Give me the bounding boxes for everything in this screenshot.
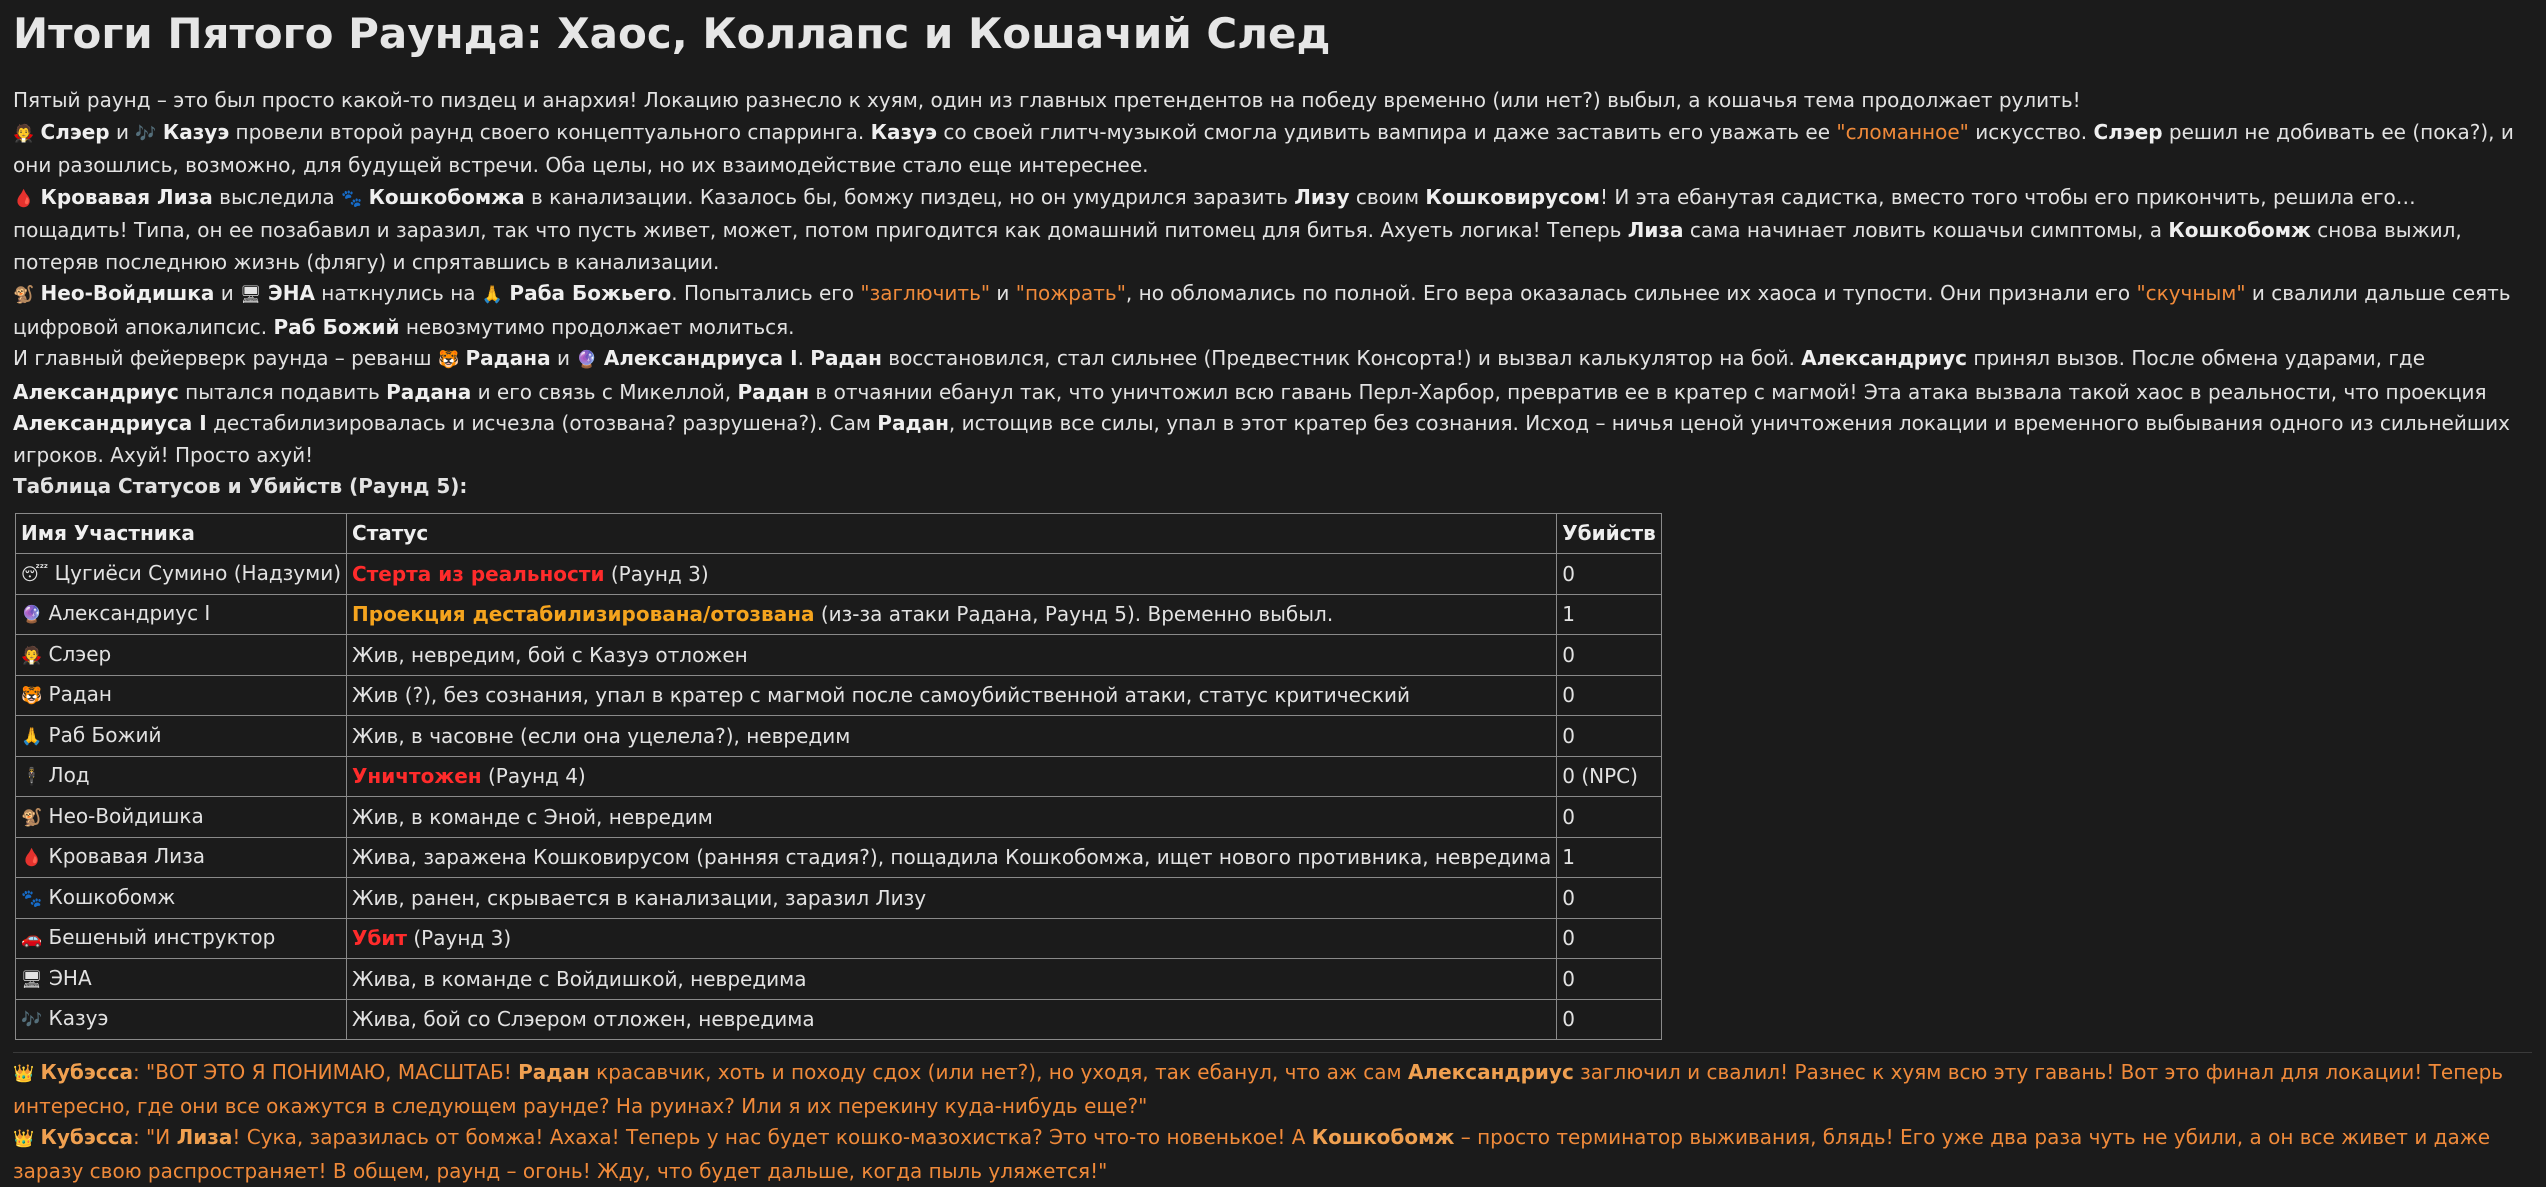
computer-icon: 🖥 <box>21 969 43 990</box>
participant-cell <box>16 716 347 757</box>
name: Александриуса I <box>13 411 207 435</box>
column-header-name: Имя Участника <box>16 513 347 554</box>
participant-cell <box>16 675 347 716</box>
participant-cell <box>16 878 347 919</box>
participant-cell <box>16 837 347 878</box>
status-text: Жив, в часовне (если она уцелела?), невредим <box>352 723 851 748</box>
participant-name: Бешеный инструктор <box>48 925 276 950</box>
name: Слэер <box>2093 119 2163 144</box>
participant-name: Александриус I <box>48 601 211 626</box>
participant-cell <box>16 959 347 1000</box>
participant-name: Кровавая Лиза <box>48 844 206 869</box>
table-row <box>16 837 1662 878</box>
status-cell <box>347 594 1557 635</box>
car-icon: 🚗 <box>21 929 43 950</box>
paw-prints-icon: 🐾 <box>341 188 363 209</box>
vampire-icon: 🧛 <box>13 123 35 144</box>
status-table <box>15 513 1662 1041</box>
crown-icon: 👑 <box>13 1129 35 1149</box>
name: Кровавая Лиза <box>40 184 213 209</box>
kills-cell: 0 <box>1557 797 1662 838</box>
status-cell <box>347 999 1557 1040</box>
participant-name: Кошкобомж <box>48 884 176 909</box>
name: Александриус <box>1407 1060 1574 1084</box>
name: Казуэ <box>162 119 230 144</box>
crystal-ball-icon: 🔮 <box>21 605 43 626</box>
status-cell <box>347 635 1557 676</box>
name: ЭНА <box>268 281 315 305</box>
table-row <box>16 999 1662 1040</box>
status-highlight: Стерта из реальности <box>352 561 605 586</box>
paragraph-neo-ena: 🐒 Нео-Войдишка и 🖥 ЭНА наткнулись на 🙏 Раба Божьего. Попытались его "заглючить" и "пожрать", но обломались по полной. Его вера оказалась сильнее их хаоса и тупости. Они признали его "скучным" и свалили дальше сеять цифровой апокалипсис. Раб Божий невозмутимо продолжает молиться. <box>13 281 2511 339</box>
name: Радана <box>386 379 472 404</box>
table-row <box>16 878 1662 919</box>
table-row <box>16 716 1662 757</box>
status-text: Жив, ранен, скрывается в канализации, заразил Лизу <box>352 885 927 910</box>
status-highlight: Проекция дестабилизирована/отозвана <box>352 602 815 627</box>
table-row <box>16 756 1662 797</box>
speaker-name: Кубэсса <box>40 1060 133 1084</box>
music-notes-icon: 🎶 <box>21 1010 43 1031</box>
status-cell <box>347 959 1557 1000</box>
name: Раб Божий <box>273 314 400 339</box>
name: Лиза <box>1627 218 1684 242</box>
quote: "скучным" <box>2136 281 2246 305</box>
status-cell <box>347 837 1557 878</box>
status-highlight: Уничтожен <box>352 764 482 789</box>
computer-icon: 🖥 <box>240 285 262 305</box>
name: Александриус <box>13 379 179 404</box>
status-text: (Раунд 3) <box>604 561 709 586</box>
participant-cell <box>16 999 347 1040</box>
page-title: Итоги Пятого Раунда: Хаос, Коллапс и Кошачий След <box>13 9 1331 58</box>
participant-name: Раб Божий <box>48 722 162 747</box>
status-cell <box>347 716 1557 757</box>
kills-cell: 1 <box>1557 837 1662 878</box>
status-cell <box>347 675 1557 716</box>
speaker-name: Кубэсса <box>40 1125 133 1149</box>
kills-cell: 1 <box>1557 594 1662 635</box>
participant-cell <box>16 756 347 797</box>
participant-cell <box>16 797 347 838</box>
crystal-ball-icon: 🔮 <box>576 350 598 370</box>
participant-cell <box>16 554 347 595</box>
column-header-status: Статус <box>347 513 1557 554</box>
participant-name: Казуэ <box>48 1006 109 1031</box>
name: Лиза <box>176 1125 233 1149</box>
participant-name: ЭНА <box>48 965 92 990</box>
kills-cell: 0 <box>1557 878 1662 919</box>
divider <box>13 1052 2532 1053</box>
status-cell <box>347 878 1557 919</box>
status-cell <box>347 756 1557 797</box>
name: Нео-Войдишка <box>40 281 215 305</box>
participant-name: Лод <box>48 763 90 788</box>
paragraph-radan-alexandrius: И главный фейерверк раунда – реванш 🐯 Радана и 🔮 Александриуса I. Радан восстановился, стал сильнее (Предвестник Консорта!) и вызвал калькулятор на бой. Александриус принял вызов. После обмена ударами, где Александриус пытался подавить Радана и его связь с Микеллой, Радан в отчаянии ебанул так, что уничтожил всю гавань Перл-Харбор, превратив ее в кратер с магмой! Эта атака вызвала такой хаос в реальности, что проекция Александриуса I дестабилизировалась и исчезла (отозвана? разрушена?). Сам Радан, истощив все силы, упал в этот кратер без сознания. Исход – ничья ценой уничтожения локации и временного выбывания одного из сильнейших игроков. Ахуй! Просто ахуй! <box>13 346 2510 467</box>
praying-hands-icon: 🙏 <box>21 726 43 747</box>
vampire-icon: 🧛 <box>21 645 43 666</box>
status-text: Жив, невредим, бой с Казуэ отложен <box>352 642 748 667</box>
monkey-icon: 🐒 <box>13 285 35 305</box>
host-comment: 👑 Кубэсса: "И Лиза! Сука, заразилась от бомжа! Ахаха! Теперь у нас будет кошко-мазохистка? Это что-то новенькое! А Кошкобомж – просто терминатор выживания, блядь! Его уже два раза чуть не убили, а он все живет и даже заразу свою распространяет! В общем, раунд – огонь! Жду, что будет дальше, когда пыль уляжется!" <box>13 1125 2491 1183</box>
table-body <box>16 554 1662 1040</box>
name: Слэер <box>40 119 110 144</box>
name: Радан <box>810 346 882 370</box>
host-comment: 👑 Кубэсса: "ВОТ ЭТО Я ПОНИМАЮ, МАСШТАБ! Радан красавчик, хоть и походу сдох (или нет?), но уходя, так ебанул, что аж сам Александриус заглючил и свалил! Разнес к хуям всю эту гавань! Вот это финал для локации! Теперь интересно, где они все окажутся в следующем раунде? На руинах? Или я их перекину куда-нибудь еще?" <box>13 1060 2504 1118</box>
kills-cell: 0 <box>1557 918 1662 959</box>
quote: "сломанное" <box>1836 119 1969 144</box>
kills-cell: 0 <box>1557 635 1662 676</box>
table-row <box>16 554 1662 595</box>
status-cell <box>347 918 1557 959</box>
name: Александриуса I <box>603 346 798 370</box>
status-text: Жива, в команде с Войдишкой, невредима <box>352 966 807 991</box>
status-text: Жива, бой со Слэером отложен, невредима <box>352 1007 815 1032</box>
status-highlight: Убит <box>352 926 408 951</box>
kills-cell: 0 <box>1557 554 1662 595</box>
table-row <box>16 797 1662 838</box>
table-row <box>16 959 1662 1000</box>
status-text: Жива, заражена Кошковирусом (ранняя стадия?), пощадила Кошкобомжа, ищет нового противника, невредима <box>352 845 1552 870</box>
tiger-icon: 🐯 <box>21 686 43 707</box>
name: Радана <box>465 346 551 370</box>
levitating-man-icon: 🕴 <box>21 767 43 788</box>
table-row <box>16 675 1662 716</box>
participant-cell <box>16 594 347 635</box>
music-notes-icon: 🎶 <box>135 123 157 144</box>
monkey-icon: 🐒 <box>21 807 43 828</box>
kills-cell: 0 <box>1557 675 1662 716</box>
participant-name: Цугиёси Сумино (Надзуми) <box>54 560 342 585</box>
name: Кошкобомж <box>2168 218 2311 242</box>
sleeping-face-icon: 😴 <box>21 564 49 585</box>
name: Радан <box>737 379 810 404</box>
participant-name: Нео-Войдишка <box>48 803 204 828</box>
participant-name: Слэер <box>48 641 112 666</box>
blood-drop-icon: 🩸 <box>21 848 43 869</box>
name: Радан <box>877 411 949 435</box>
kills-cell: 0 (NPC) <box>1557 756 1662 797</box>
name: Кошкобомжа <box>368 184 525 209</box>
participant-cell <box>16 918 347 959</box>
table-header-row <box>16 513 1662 554</box>
name: Казуэ <box>870 119 937 144</box>
participant-name: Радан <box>48 682 113 707</box>
crown-icon: 👑 <box>13 1064 35 1084</box>
table-row <box>16 918 1662 959</box>
paragraph-liza-catbum: 🩸 Кровавая Лиза выследила 🐾 Кошкобомжа в канализации. Казалось бы, бомжу пиздец, но он умудрился заразить Лизу своим Кошковирусом! И эта ебанутая садистка, вместо того чтобы его прикончить, решила его… пощадить! Типа, он ее позабавил и заразил, так что пусть живет, может, потом пригодится как домашний питомец для битья. Ахуеть логика! Теперь Лиза сама начинает ловить кошачьи симптомы, а Кошкобомж снова выжил, потеряв последнюю жизнь (флягу) и спрятавшись в канализации. <box>13 184 2462 274</box>
intro-paragraph: Пятый раунд – это был просто какой-то пиздец и анархия! Локацию разнесло к хуям, один из главных претендентов на победу временно (или нет?) выбыл, а кошачья тема продолжает рулить! <box>13 88 2081 112</box>
name: Радан <box>518 1060 590 1084</box>
status-text: Жив (?), без сознания, упал в кратер с магмой после самоубийственной атаки, статус критический <box>352 683 1410 708</box>
status-text: (Раунд 4) <box>481 764 586 789</box>
paragraph-slayer-kazue: 🧛 Слэер и 🎶 Казуэ провели второй раунд своего концептуального спарринга. Казуэ со своей глитч-музыкой смогла удивить вампира и даже заставить его уважать ее "сломанное" искусство. Слэер решил не добивать ее (пока?), и они разошлись, возможно, для будущей встречи. Оба целы, но их взаимодействие стало еще интереснее. <box>13 119 2514 177</box>
status-cell <box>347 797 1557 838</box>
quote: "заглючить" <box>860 281 991 305</box>
name: Раба Божьего <box>509 281 672 305</box>
participant-cell <box>16 635 347 676</box>
kills-cell: 0 <box>1557 959 1662 1000</box>
status-text: (Раунд 3) <box>407 926 512 951</box>
name: Александриус <box>1801 346 1968 370</box>
kills-cell: 0 <box>1557 716 1662 757</box>
praying-hands-icon: 🙏 <box>481 285 504 305</box>
name: Лизу <box>1294 184 1350 209</box>
status-text: Жив, в команде с Эной, невредим <box>352 804 713 829</box>
table-caption: Таблица Статусов и Убийств (Раунд 5): <box>13 474 468 498</box>
paw-prints-icon: 🐾 <box>21 888 43 909</box>
kills-cell: 0 <box>1557 999 1662 1040</box>
quote: "пожрать" <box>1015 281 1126 305</box>
table-row <box>16 594 1662 635</box>
blood-drop-icon: 🩸 <box>13 188 35 209</box>
name: Кошкобомж <box>1311 1125 1455 1149</box>
table-row <box>16 635 1662 676</box>
name: Кошковирусом <box>1425 184 1601 209</box>
status-cell <box>347 554 1557 595</box>
status-text: (из-за атаки Радана, Раунд 5). Временно выбыл. <box>814 602 1334 627</box>
column-header-kills: Убийств <box>1557 513 1662 554</box>
tiger-icon: 🐯 <box>437 350 460 370</box>
